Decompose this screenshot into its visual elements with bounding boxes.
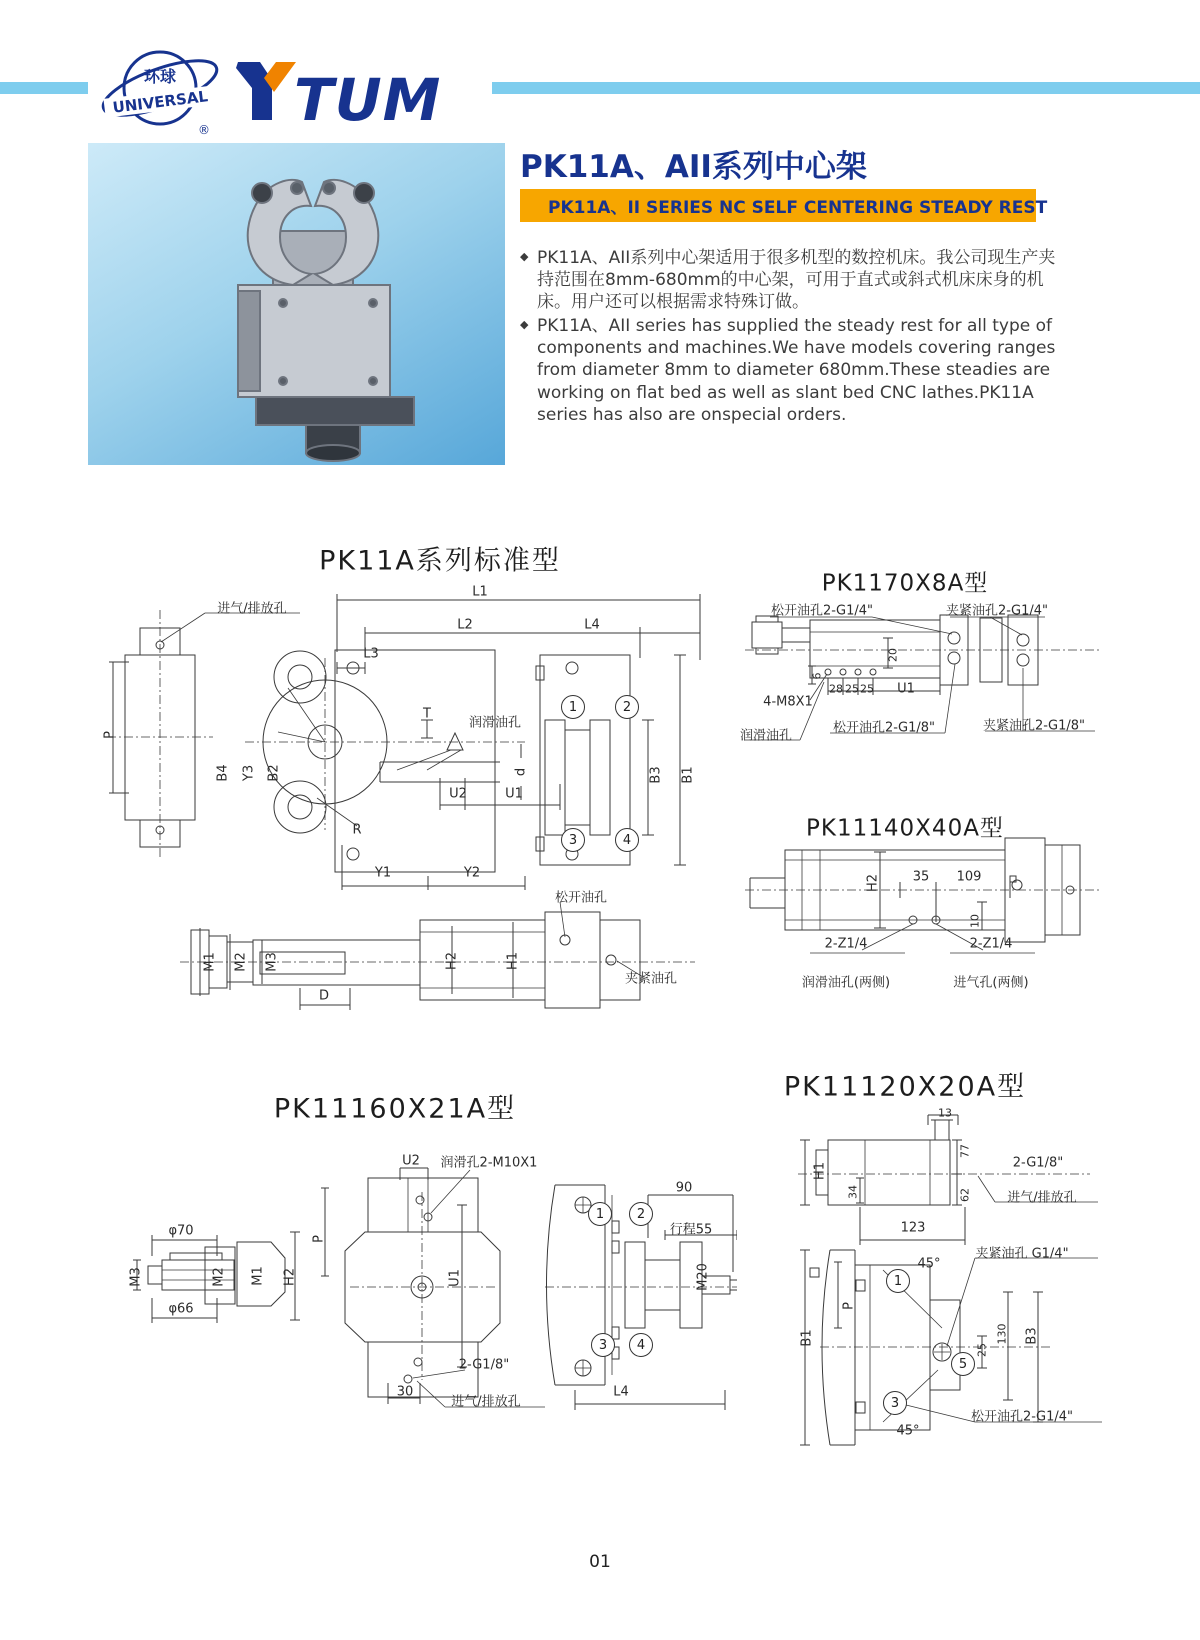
steady-rest-illustration: [88, 143, 505, 465]
dim-b1: B1: [799, 1329, 815, 1347]
dim-clamp-port: 夹紧油孔: [624, 971, 678, 987]
dim-l2: L2: [457, 617, 473, 633]
callout-3: 3: [591, 1333, 615, 1357]
dim-lube-both-sides: 润滑油孔(两侧): [801, 975, 891, 991]
svg-text:环球: 环球: [143, 67, 177, 86]
dim-p: P: [841, 1302, 857, 1310]
callout-1: 1: [886, 1269, 910, 1293]
dim-lube-hole: 润滑油孔: [739, 728, 793, 744]
dim-b1: B1: [680, 766, 696, 784]
drawing-standard-figure: [95, 540, 710, 1010]
dim-l1: L1: [472, 584, 488, 600]
series-banner-text: PK11A、II SERIES NC SELF CENTERING STEADY REST: [548, 198, 1048, 218]
dim-h1: H1: [505, 951, 521, 971]
dim-b3: B3: [648, 766, 664, 784]
dim-p: P: [311, 1235, 327, 1243]
drawing-pk11120x20a-title: PK11120X20A型: [783, 1071, 1027, 1103]
dim-25a: 25: [845, 682, 859, 696]
page-title: PK11A、AII系列中心架: [520, 149, 867, 185]
dim-lube-hole: 润滑油孔: [468, 715, 522, 731]
dim-109: 109: [956, 869, 982, 885]
dim-u1: U1: [897, 681, 915, 697]
dim-34: 34: [846, 1185, 860, 1199]
dim-u1: U1: [447, 1269, 463, 1287]
dim-10: 10: [968, 914, 982, 928]
diamond-bullet-icon: ◆: [520, 318, 529, 332]
dim-release-2g18: 松开油孔2-G1/8": [833, 720, 935, 736]
dim-r: R: [352, 822, 362, 838]
dim-air-hole: 进气/排放孔: [451, 1394, 521, 1410]
brand-logo: [98, 38, 498, 142]
dim-35: 35: [912, 869, 930, 885]
dim-u2: U2: [449, 786, 467, 802]
dim-air-both-sides: 进气孔(两侧): [953, 975, 1029, 991]
drawing-pk11160x21a: [125, 1080, 737, 1415]
dim-clamp-2g18: 夹紧油孔2-G1/8": [983, 718, 1085, 734]
callout-3: 3: [561, 828, 585, 852]
dim-130: 130: [995, 1323, 1009, 1345]
dim-l4: L4: [584, 617, 600, 633]
dim-y2: Y2: [463, 865, 481, 881]
page-number: 01: [589, 1552, 611, 1572]
dim-y3: Y3: [241, 764, 257, 782]
callout-1: 1: [588, 1202, 612, 1226]
dim-25: 25: [975, 1343, 989, 1357]
drawing-pk11160x21a-title: PK11160X21A型: [273, 1093, 517, 1125]
dim-release-2g14: 松开油孔2-G1/4": [971, 1409, 1073, 1425]
dim-p: P: [102, 731, 118, 739]
dim-90: 90: [675, 1180, 693, 1196]
callout-4: 4: [615, 828, 639, 852]
header-rule-right: [492, 82, 1200, 94]
callout-2: 2: [629, 1202, 653, 1226]
product-description: [520, 247, 1065, 428]
globe-icon: [98, 38, 498, 142]
dim-clamp-g14: 夹紧油孔 G1/4": [975, 1246, 1069, 1262]
dim-z14-right: 2-Z1/4: [969, 936, 1013, 952]
dim-h2: H2: [865, 873, 881, 893]
dim-4m8x1: 4-M8X1: [763, 694, 813, 710]
dim-air-hole: 进气/排放孔: [217, 601, 287, 617]
dim-25b: 25: [860, 682, 874, 696]
dim-stroke-55: 行程55: [669, 1222, 713, 1238]
dim-45-top: 45°: [917, 1256, 941, 1272]
dim-h1: H1: [812, 1161, 828, 1181]
dim-release-2g14: 松开油孔2-G1/4": [771, 603, 873, 619]
dim-m3: M3: [264, 952, 280, 972]
dim-h2: H2: [282, 1267, 298, 1287]
product-photo: [88, 143, 505, 465]
dim-m3: M3: [128, 1267, 144, 1287]
dim-phi70: φ70: [168, 1223, 194, 1239]
drawing-pk1170x8a-title: PK1170X8A型: [821, 570, 989, 597]
dim-b2: B2: [266, 764, 282, 782]
dim-lube-2m10x1: 润滑孔2-M10X1: [440, 1155, 538, 1171]
dim-release-port: 松开油孔: [554, 890, 608, 906]
dim-m1: M1: [250, 1266, 266, 1286]
dim-l4: L4: [613, 1384, 629, 1400]
dim-20: 20: [886, 648, 900, 662]
dim-62: 62: [958, 1188, 972, 1202]
dim-2g18: 2-G1/8": [1012, 1155, 1064, 1171]
brand-wordmark: [236, 62, 441, 134]
callout-2: 2: [615, 695, 639, 719]
header-rule-left: [0, 82, 88, 94]
dim-28: 28: [829, 682, 843, 696]
description-cn: ◆ PK11A、AII系列中心架适用于很多机型的数控机床。我公司现生产夹持范围在8mm-680mm的中心架，可用于直式或斜式机床床身的机床。用户还可以根据需求特殊订做。: [520, 248, 1056, 313]
dim-m2: M2: [233, 952, 249, 972]
callout-4: 4: [629, 1333, 653, 1357]
dim-y1: Y1: [374, 865, 392, 881]
dim-123: 123: [900, 1220, 926, 1236]
dim-b3: B3: [1024, 1327, 1040, 1345]
series-banner: [520, 189, 1048, 222]
dim-13: 13: [938, 1106, 952, 1120]
dim-h2: H2: [444, 951, 460, 971]
dim-45-bottom: 45°: [896, 1423, 920, 1439]
drawing-pk11140x40a-title: PK11140X40A型: [806, 815, 1004, 842]
callout-5: 5: [951, 1352, 975, 1376]
dim-77: 77: [958, 1144, 972, 1158]
dim-z14-left: 2-Z1/4: [824, 936, 868, 952]
dim-m2: M2: [211, 1267, 227, 1287]
dim-m20: M20: [695, 1263, 711, 1291]
dim-t: T: [423, 706, 431, 722]
dim-b4: B4: [215, 764, 231, 782]
dim-d: d: [513, 767, 529, 777]
diamond-bullet-icon: ◆: [520, 250, 529, 263]
drawing-standard-title: PK11A系列标准型: [319, 545, 561, 577]
dim-6: 6: [810, 672, 824, 680]
svg-text:TUM: TUM: [294, 66, 442, 134]
drawing-pk11160x21a-figure: [125, 1080, 737, 1415]
dim-u2: U2: [402, 1153, 420, 1169]
dim-phi66: φ66: [168, 1301, 194, 1317]
callout-3: 3: [883, 1391, 907, 1415]
svg-text:UNIVERSAL: UNIVERSAL: [111, 87, 209, 117]
callout-1: 1: [561, 695, 585, 719]
dim-air-hole: 进气/排放孔: [1007, 1190, 1077, 1206]
dim-2g18: 2-G1/8": [458, 1357, 510, 1373]
dim-u1: U1: [505, 786, 523, 802]
dim-l3: L3: [363, 646, 379, 662]
drawing-standard: [95, 540, 710, 1010]
dim-m1: M1: [202, 952, 218, 972]
description-en: ◆ PK11A、AII series has supplied the steady rest for all type of components and machines.We have models covering ranges from diameter 8mm to diameter 680mm.These steadies are working on flat bed as well as slant bed CNC lathes.PK11A series has also are onspecial orders.: [520, 316, 1056, 425]
dim-dd: D: [318, 988, 330, 1004]
dim-clamp-2g14: 夹紧油孔2-G1/4": [946, 603, 1048, 619]
svg-text:®: ®: [198, 123, 210, 137]
dim-30: 30: [396, 1384, 414, 1400]
